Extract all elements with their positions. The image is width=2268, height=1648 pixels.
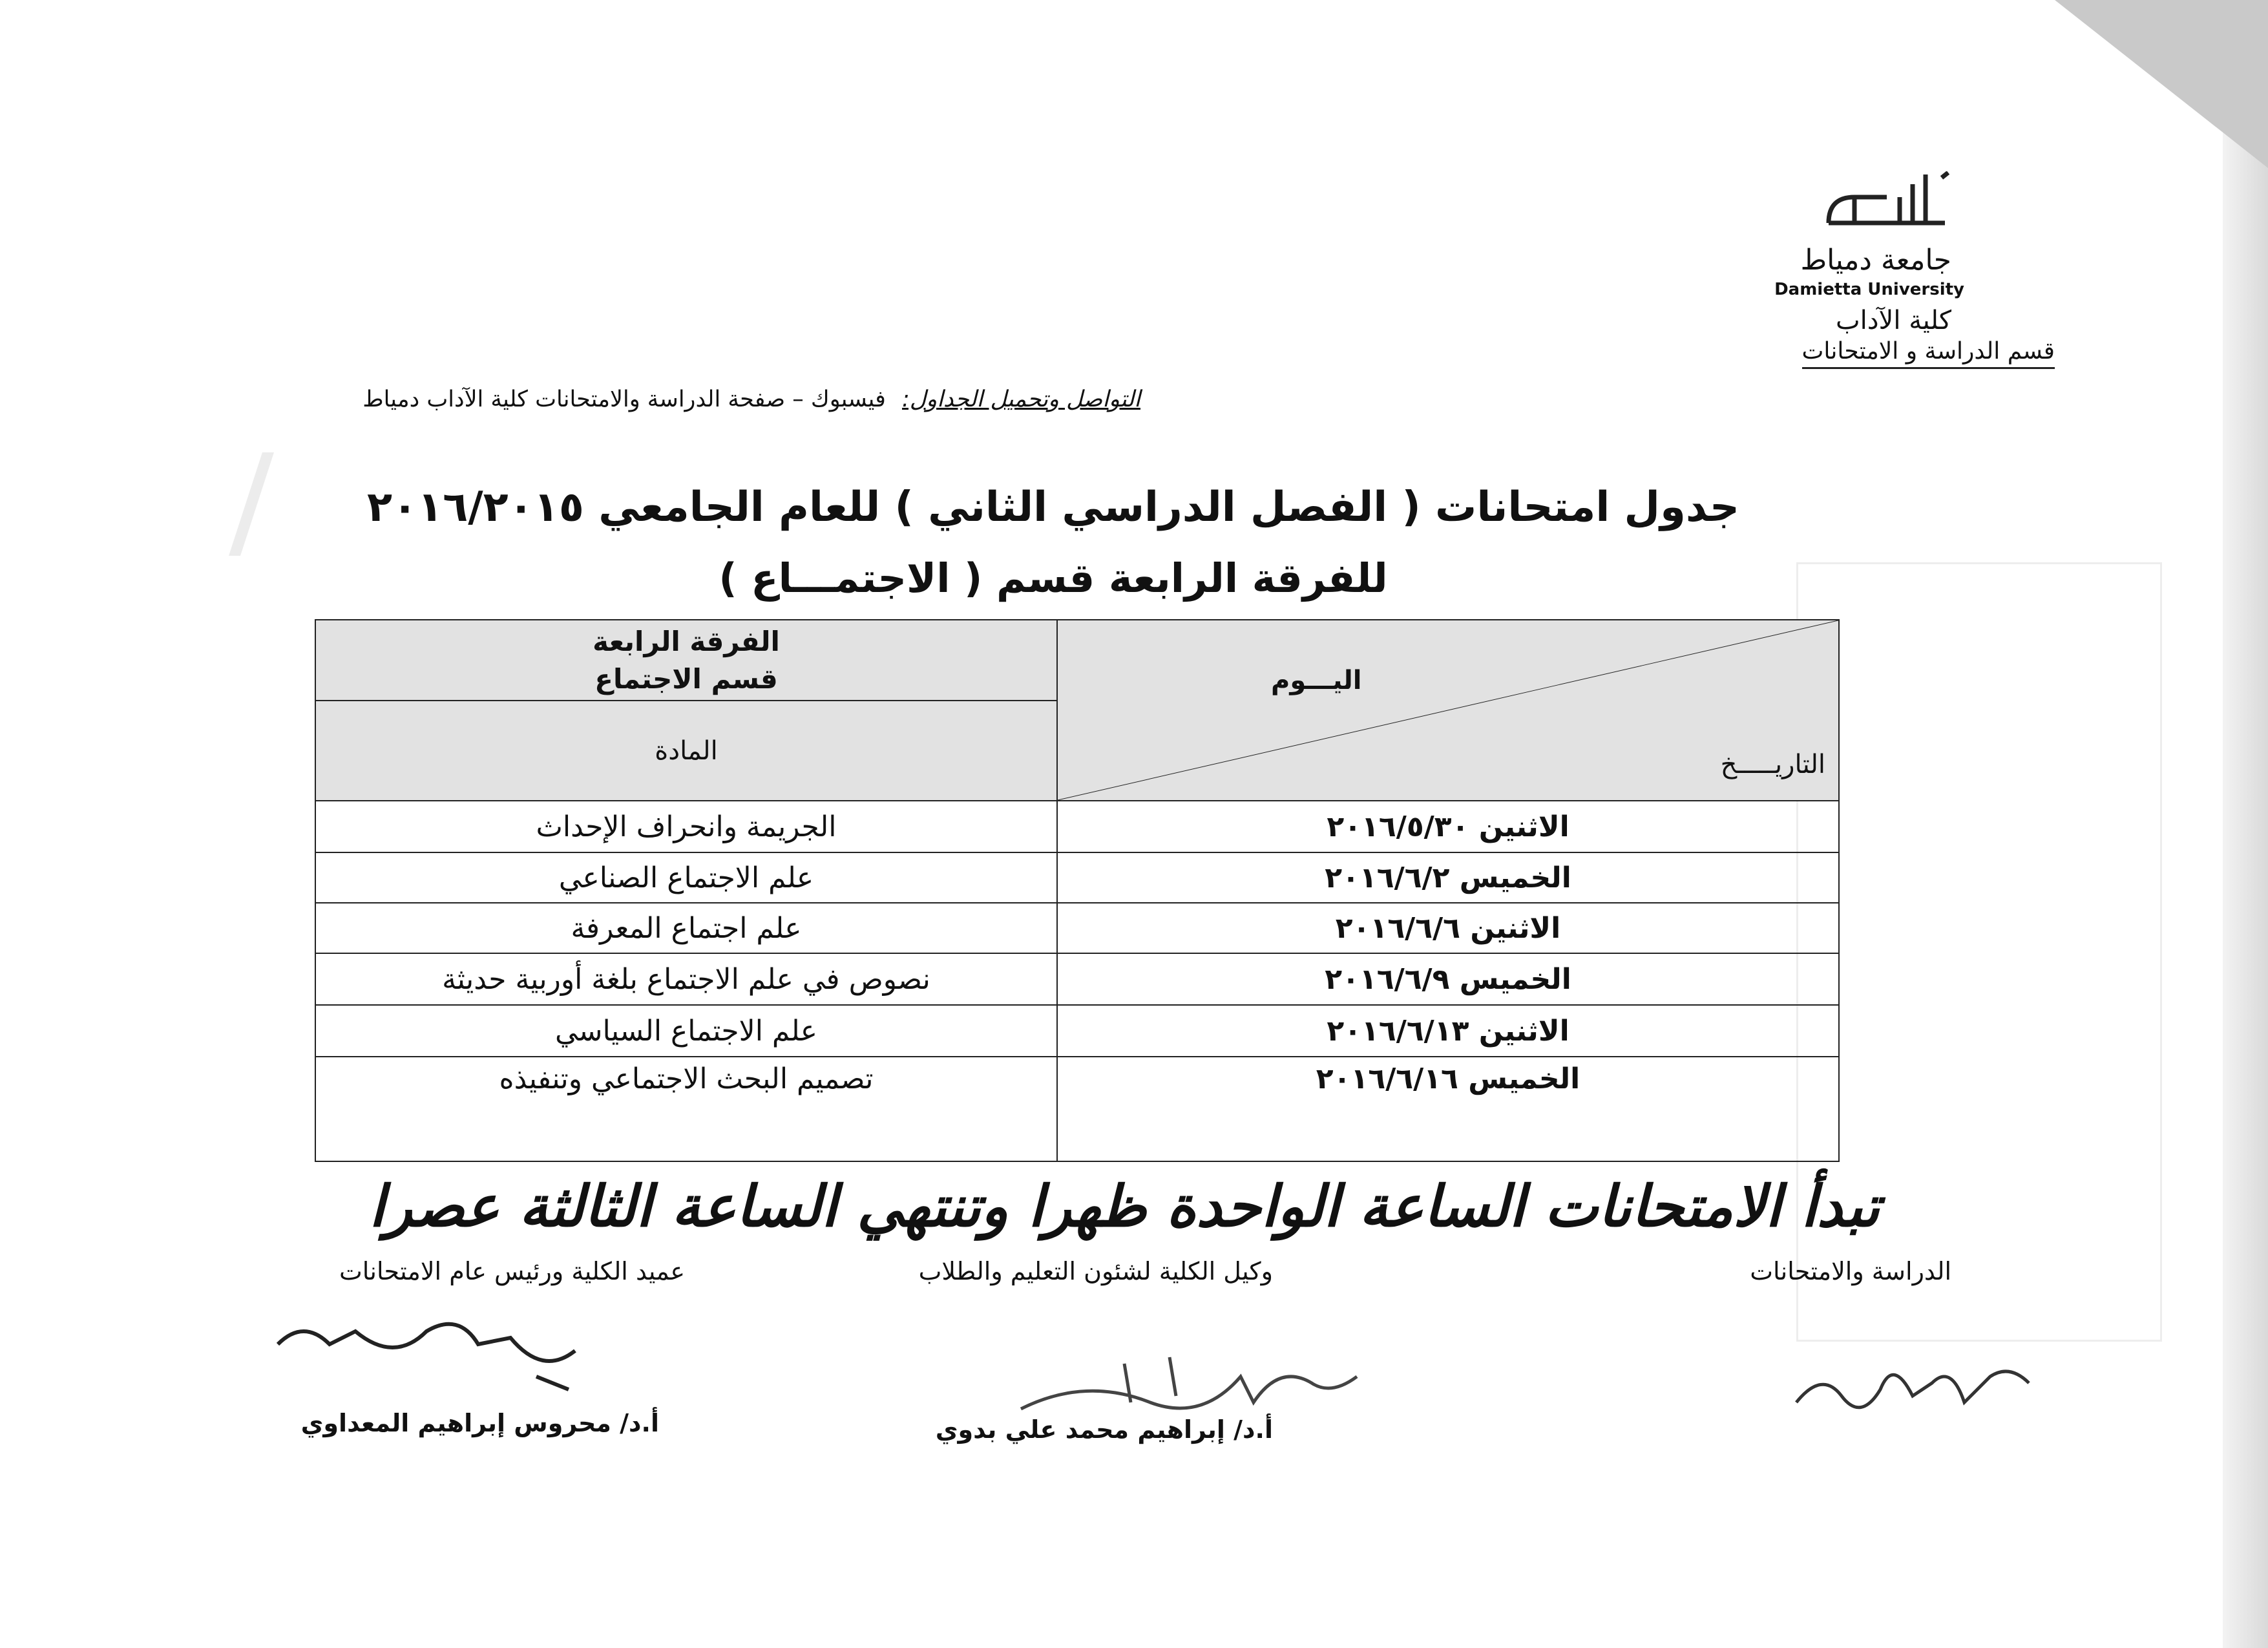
handwritten-signature-studies (1783, 1344, 2042, 1435)
university-name-english: Damietta University (1774, 280, 1964, 299)
university-name-arabic: جامعة دمياط (1800, 244, 1951, 277)
table-row (315, 801, 1839, 852)
scan-edge (2223, 0, 2268, 1648)
exam-subject: نصوص في علم الاجتماع بلغة أوربية حديثة (315, 953, 1057, 1005)
page-title: جدول امتحانات ( الفصل الدراسي الثاني ) للعام الجامعي ٢٠١٦/٢٠١٥ (367, 483, 1739, 531)
university-logo (1816, 171, 1958, 249)
exam-date: الاثنين ٢٠١٦/٥/٣٠ (1057, 801, 1839, 852)
header-group-line1: الفرقة الرابعة (593, 625, 780, 657)
faculty-name: كلية الآداب (1835, 306, 1951, 335)
vice-dean-name: أ.د/ إبراهيم محمد علي بدوي (935, 1415, 1273, 1444)
signature-title-vice-dean: وكيل الكلية لشئون التعليم والطلاب (918, 1257, 1273, 1285)
folded-corner (2055, 0, 2268, 168)
table-row (315, 852, 1839, 903)
exam-subject: علم الاجتماع الصناعي (315, 852, 1057, 903)
exam-subject: علم اجتماع المعرفة (315, 903, 1057, 953)
exam-date: الاثنين ٢٠١٦/٦/١٣ (1057, 1005, 1839, 1057)
header-day: اليـــوم (1271, 666, 1362, 695)
exam-date: الخميس ٢٠١٦/٦/١٦ (1057, 1057, 1839, 1161)
exam-schedule-table (315, 619, 1840, 1162)
header-group-line2: قسم الاجتماع (594, 662, 778, 695)
table-row (315, 1057, 1839, 1161)
faculty-header (1774, 171, 2055, 378)
exam-subject: علم الاجتماع السياسي (315, 1005, 1057, 1057)
table-row (315, 903, 1839, 953)
signature-title-studies: الدراسة والامتحانات (1750, 1257, 1951, 1285)
header-subject: المادة (315, 701, 1057, 801)
contact-label: التواصل وتحميل الجداول: (902, 386, 1140, 412)
handwritten-signature-dean (265, 1305, 614, 1402)
exam-date: الخميس ٢٠١٦/٦/٢ (1057, 852, 1839, 903)
signature-title-dean: عميد الكلية ورئيس عام الامتحانات (339, 1257, 685, 1285)
department-name: قسم الدراسة و الامتحانات (1802, 338, 2055, 369)
header-day-date-cell (1057, 620, 1839, 801)
exam-date: الاثنين ٢٠١٦/٦/٦ (1057, 903, 1839, 953)
header-group (315, 620, 1057, 701)
exam-subject: تصميم البحث الاجتماعي وتنفيذه (315, 1057, 1057, 1161)
contact-line (197, 386, 1140, 412)
exam-subject: الجريمة وانحراف الإحداث (315, 801, 1057, 852)
header-date: التاريـــــخ (1720, 750, 1825, 779)
table-row (315, 953, 1839, 1005)
page-subtitle: للفرقة الرابعة قسم ( الاجتمـــاع ) (719, 555, 1388, 602)
exam-time-banner: تبدأ الامتحانات الساعة الواحدة ظهرا وتنتهي الساعة الثالثة عصرا (369, 1173, 1880, 1240)
table-row (315, 1005, 1839, 1057)
exam-date: الخميس ٢٠١٦/٦/٩ (1057, 953, 1839, 1005)
contact-text: فيسبوك – صفحة الدراسة والامتحانات كلية الآداب دمياط (362, 386, 886, 412)
dean-name: أ.د/ محروس إبراهيم المعداوي (300, 1409, 659, 1437)
